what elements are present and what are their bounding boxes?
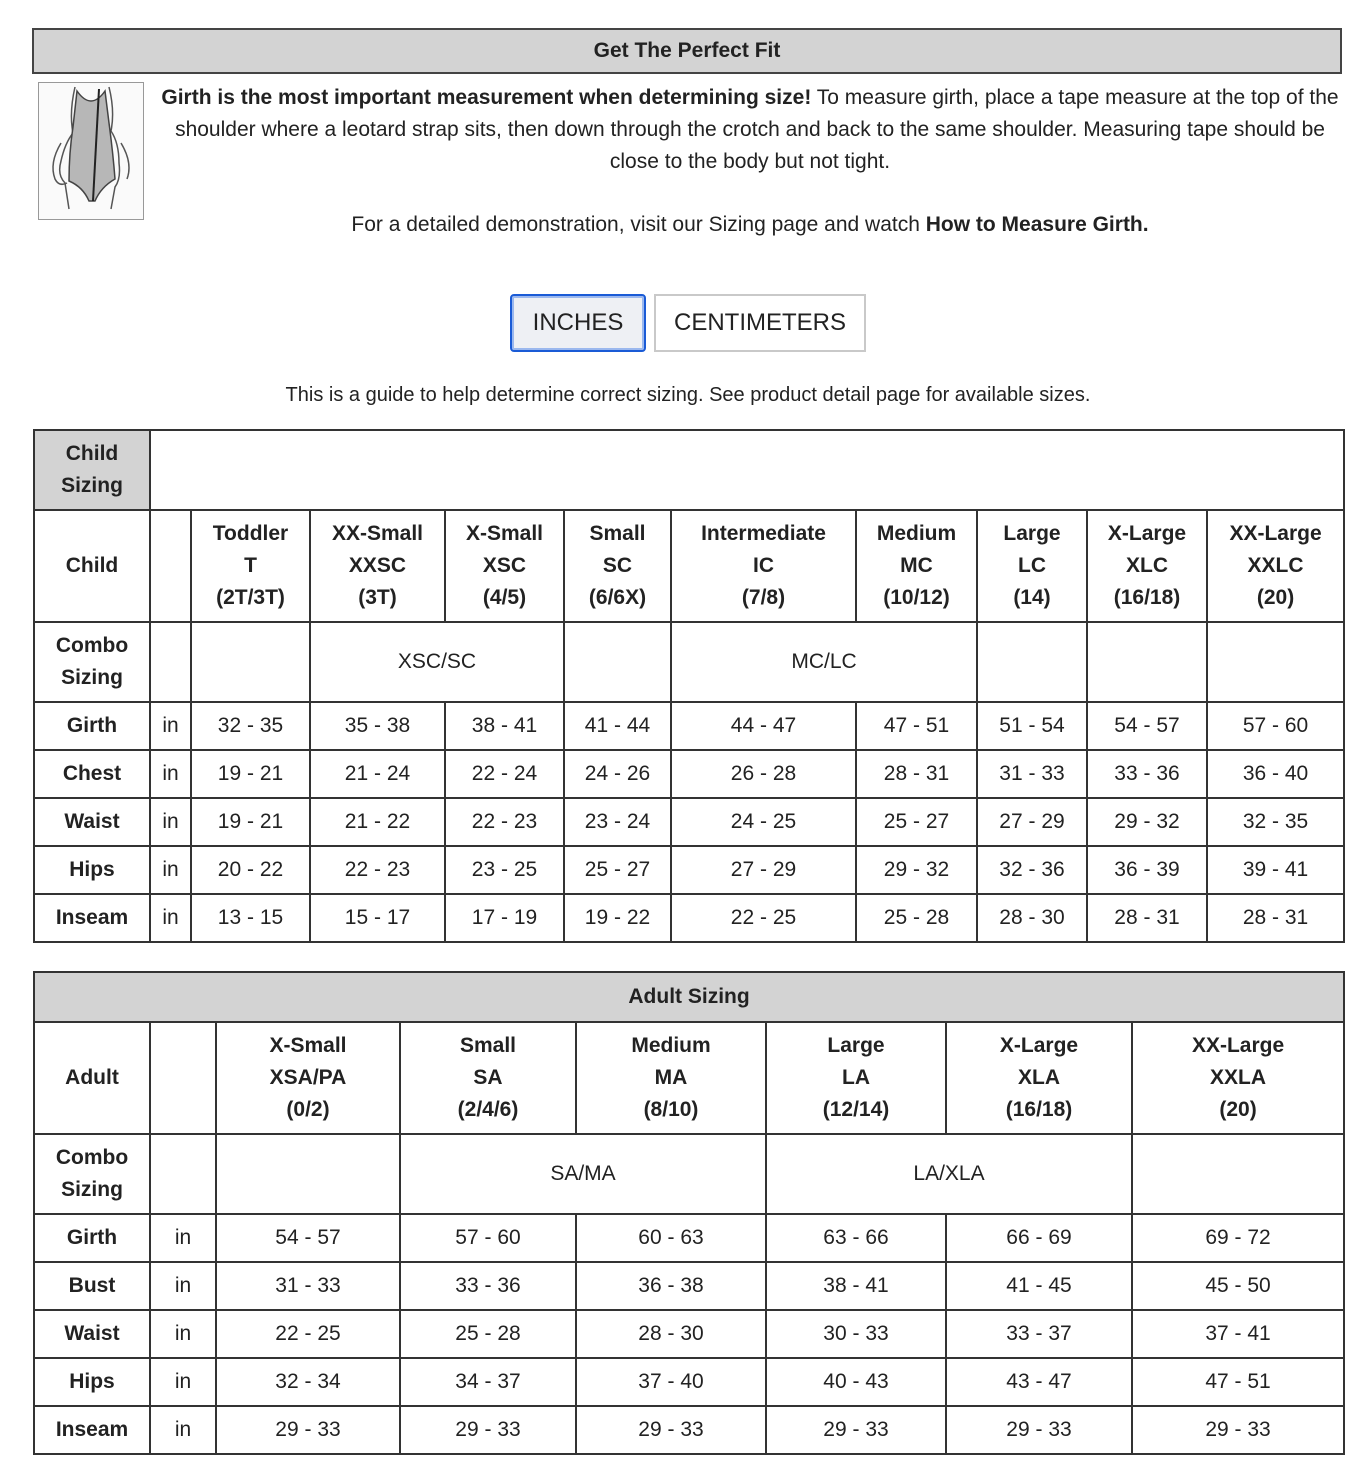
measurement-value: 39 - 41: [1207, 846, 1344, 894]
measurement-value: 32 - 34: [216, 1358, 400, 1406]
measurement-value: 21 - 24: [310, 750, 445, 798]
measurement-label: Inseam: [34, 894, 150, 942]
adult-combo-row: [34, 1134, 1344, 1214]
unit-cell: in: [150, 702, 191, 750]
size-header: X-Small XSC (4/5): [445, 510, 564, 622]
measurement-value: 54 - 57: [216, 1214, 400, 1262]
measurement-value: 31 - 33: [977, 750, 1087, 798]
measurement-label: Hips: [34, 846, 150, 894]
size-header: Large LA (12/14): [766, 1022, 946, 1134]
measurement-value: 29 - 32: [856, 846, 977, 894]
demo-note: [160, 209, 1340, 241]
inches-button[interactable]: INCHES: [510, 294, 646, 352]
combo-blank: [1132, 1134, 1344, 1214]
leotard-girth-icon: [38, 82, 144, 220]
measurement-value: 47 - 51: [856, 702, 977, 750]
measurement-value: 22 - 25: [671, 894, 856, 942]
measurement-value: 22 - 24: [445, 750, 564, 798]
measurement-row: [34, 1310, 1344, 1358]
measurement-value: 23 - 24: [564, 798, 671, 846]
measurement-value: 57 - 60: [400, 1214, 576, 1262]
measurement-value: 28 - 31: [856, 750, 977, 798]
measurement-value: 29 - 33: [400, 1406, 576, 1454]
adult-sizing-table: [33, 971, 1345, 1455]
adult-header-label: Adult: [34, 1022, 150, 1134]
combo-blank: [1087, 622, 1207, 702]
fit-banner-title: Get The Perfect Fit: [32, 28, 1342, 74]
measurement-value: 41 - 45: [946, 1262, 1132, 1310]
size-header: Medium MA (8/10): [576, 1022, 766, 1134]
measurement-value: 28 - 30: [576, 1310, 766, 1358]
combo-mc-lc: MC/LC: [671, 622, 977, 702]
measurement-value: 29 - 33: [946, 1406, 1132, 1454]
measurement-value: 38 - 41: [445, 702, 564, 750]
combo-label: Combo Sizing: [34, 622, 150, 702]
unit-cell: in: [150, 846, 191, 894]
measurement-value: 33 - 36: [400, 1262, 576, 1310]
measurement-value: 25 - 27: [856, 798, 977, 846]
measurement-value: 40 - 43: [766, 1358, 946, 1406]
measurement-row: [34, 1358, 1344, 1406]
combo-blank: [191, 622, 310, 702]
measurement-value: 19 - 22: [564, 894, 671, 942]
measurement-value: 34 - 37: [400, 1358, 576, 1406]
measurement-label: Bust: [34, 1262, 150, 1310]
size-header: XX-Large XXLC (20): [1207, 510, 1344, 622]
measurement-value: 54 - 57: [1087, 702, 1207, 750]
measurement-value: 36 - 40: [1207, 750, 1344, 798]
measurement-value: 26 - 28: [671, 750, 856, 798]
measurement-value: 36 - 39: [1087, 846, 1207, 894]
measurement-value: 29 - 33: [1132, 1406, 1344, 1454]
child-combo-row: [34, 622, 1344, 702]
measurement-label: Hips: [34, 1358, 150, 1406]
measurement-value: 66 - 69: [946, 1214, 1132, 1262]
measurement-value: 17 - 19: [445, 894, 564, 942]
measurement-label: Inseam: [34, 1406, 150, 1454]
combo-label: Combo Sizing: [34, 1134, 150, 1214]
unit-cell: in: [150, 894, 191, 942]
size-header: X-Small XSA/PA (0/2): [216, 1022, 400, 1134]
measurement-value: 25 - 28: [400, 1310, 576, 1358]
how-to-measure-link[interactable]: How to Measure Girth.: [925, 213, 1149, 236]
measurement-label: Chest: [34, 750, 150, 798]
measurement-value: 60 - 63: [576, 1214, 766, 1262]
measurement-row: [34, 798, 1344, 846]
combo-blank: [1207, 622, 1344, 702]
measurement-value: 29 - 32: [1087, 798, 1207, 846]
size-header: Large LC (14): [977, 510, 1087, 622]
measurement-value: 27 - 29: [977, 798, 1087, 846]
measurement-value: 25 - 27: [564, 846, 671, 894]
measurement-value: 29 - 33: [216, 1406, 400, 1454]
measurement-value: 22 - 23: [445, 798, 564, 846]
measurement-value: 29 - 33: [576, 1406, 766, 1454]
combo-sa-ma: SA/MA: [400, 1134, 766, 1214]
combo-unit-blank: [150, 1134, 216, 1214]
measurement-value: 43 - 47: [946, 1358, 1132, 1406]
measurement-value: 33 - 37: [946, 1310, 1132, 1358]
girth-instructions: [160, 82, 1340, 178]
measurement-row: [34, 1406, 1344, 1454]
demo-prefix: For a detailed demonstration, visit our Sizing page and watch: [351, 213, 926, 236]
measurement-value: 19 - 21: [191, 798, 310, 846]
measurement-label: Girth: [34, 702, 150, 750]
measurement-value: 37 - 40: [576, 1358, 766, 1406]
measurement-value: 35 - 38: [310, 702, 445, 750]
measurement-value: 27 - 29: [671, 846, 856, 894]
measurement-row: [34, 702, 1344, 750]
measurement-value: 25 - 28: [856, 894, 977, 942]
unit-header-blank: [150, 1022, 216, 1134]
measurement-value: 22 - 23: [310, 846, 445, 894]
measurement-value: 38 - 41: [766, 1262, 946, 1310]
child-sizing-table: [33, 429, 1345, 943]
measurement-row: [34, 1214, 1344, 1262]
measurement-row: [34, 846, 1344, 894]
measurement-value: 69 - 72: [1132, 1214, 1344, 1262]
size-header: XX-Large XXLA (20): [1132, 1022, 1344, 1134]
measurement-value: 23 - 25: [445, 846, 564, 894]
size-header: Toddler T (2T/3T): [191, 510, 310, 622]
adult-section-title: Adult Sizing: [34, 972, 1344, 1022]
combo-blank: [564, 622, 671, 702]
measurement-value: 32 - 35: [191, 702, 310, 750]
measurement-value: 63 - 66: [766, 1214, 946, 1262]
measurement-value: 51 - 54: [977, 702, 1087, 750]
adult-size-header-row: [34, 1022, 1344, 1134]
measurement-value: 28 - 31: [1087, 894, 1207, 942]
unit-cell: in: [150, 1406, 216, 1454]
measurement-value: 41 - 44: [564, 702, 671, 750]
measurement-value: 45 - 50: [1132, 1262, 1344, 1310]
measurement-value: 15 - 17: [310, 894, 445, 942]
combo-la-xla: LA/XLA: [766, 1134, 1132, 1214]
measurement-value: 30 - 33: [766, 1310, 946, 1358]
measurement-value: 37 - 41: [1132, 1310, 1344, 1358]
measurement-label: Girth: [34, 1214, 150, 1262]
measurement-value: 13 - 15: [191, 894, 310, 942]
unit-cell: in: [150, 1214, 216, 1262]
measurement-value: 28 - 30: [977, 894, 1087, 942]
size-header: Intermediate IC (7/8): [671, 510, 856, 622]
measurement-value: 29 - 33: [766, 1406, 946, 1454]
measurement-row: [34, 894, 1344, 942]
child-header-blank: [150, 430, 1344, 510]
size-header: Small SA (2/4/6): [400, 1022, 576, 1134]
centimeters-button[interactable]: CENTIMETERS: [654, 294, 866, 352]
measurement-value: 19 - 21: [191, 750, 310, 798]
measurement-value: 44 - 47: [671, 702, 856, 750]
measurement-value: 32 - 35: [1207, 798, 1344, 846]
measurement-value: 57 - 60: [1207, 702, 1344, 750]
guide-note: This is a guide to help determine correct sizing. See product detail page for available sizes.: [285, 384, 1091, 406]
size-header: X-Large XLA (16/18): [946, 1022, 1132, 1134]
measurement-value: 24 - 26: [564, 750, 671, 798]
size-header: XX-Small XXSC (3T): [310, 510, 445, 622]
measurement-row: [34, 1262, 1344, 1310]
measurement-row: [34, 750, 1344, 798]
measurement-value: 28 - 31: [1207, 894, 1344, 942]
unit-cell: in: [150, 1358, 216, 1406]
unit-cell: in: [150, 750, 191, 798]
combo-xsc-sc: XSC/SC: [310, 622, 564, 702]
unit-cell: in: [150, 1262, 216, 1310]
measurement-value: 24 - 25: [671, 798, 856, 846]
measurement-label: Waist: [34, 1310, 150, 1358]
child-header-label: Child: [34, 510, 150, 622]
combo-unit-blank: [150, 622, 191, 702]
measurement-value: 22 - 25: [216, 1310, 400, 1358]
child-section-title: Child Sizing: [34, 430, 150, 510]
combo-blank: [977, 622, 1087, 702]
measurement-label: Waist: [34, 798, 150, 846]
measurement-value: 32 - 36: [977, 846, 1087, 894]
unit-cell: in: [150, 1310, 216, 1358]
measurement-value: 21 - 22: [310, 798, 445, 846]
measurement-value: 20 - 22: [191, 846, 310, 894]
measurement-value: 31 - 33: [216, 1262, 400, 1310]
measurement-value: 33 - 36: [1087, 750, 1207, 798]
size-header: Medium MC (10/12): [856, 510, 977, 622]
measurement-value: 36 - 38: [576, 1262, 766, 1310]
size-header: Small SC (6/6X): [564, 510, 671, 622]
girth-body: To measure girth, place a tape measure at the top of the shoulder where a leotard strap sits, then down through the crotch and back to the same shoulder. Measuring tape should be close to the body but not tight.: [175, 86, 1339, 173]
measurement-value: 47 - 51: [1132, 1358, 1344, 1406]
girth-lead: Girth is the most important measurement when determining size!: [161, 86, 812, 109]
child-size-header-row: [34, 510, 1344, 622]
unit-header-blank: [150, 510, 191, 622]
size-header: X-Large XLC (16/18): [1087, 510, 1207, 622]
unit-cell: in: [150, 798, 191, 846]
combo-blank: [216, 1134, 400, 1214]
